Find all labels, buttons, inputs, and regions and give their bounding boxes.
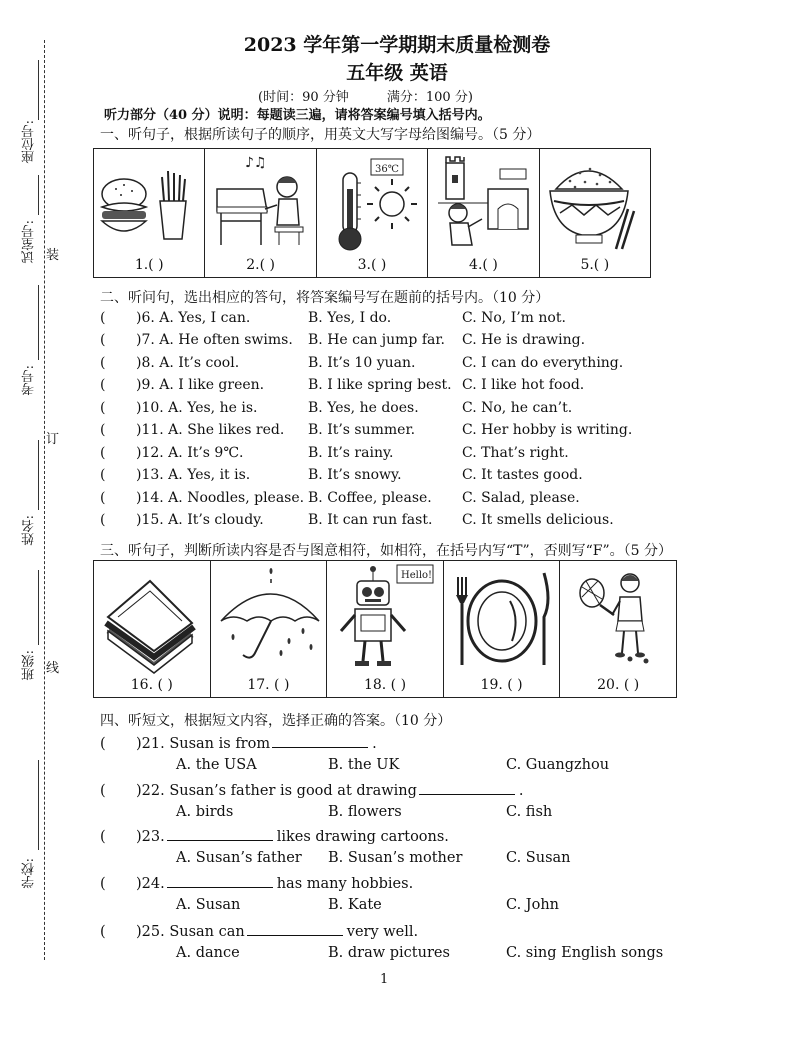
exam-time: (时间：90 分钟 [258,90,349,105]
answer-bracket[interactable]: ( [100,490,106,506]
part3-item-16[interactable]: 16. ( ) [130,677,173,693]
option-c: C. He is drawing. [462,332,586,348]
answer-bracket[interactable]: ( [100,377,106,393]
answer-bracket[interactable]: ( [100,829,106,845]
part1-cell-2 [205,149,316,277]
option-a: )7. A. He often swims. [136,332,293,348]
option-c: C. I like hot food. [462,377,585,393]
option-b: B. Yes, he does. [308,400,419,416]
option-c: C. No, he can’t. [462,400,573,416]
question-text: )21. Susan is from [136,736,271,752]
question-text: )23. [136,829,165,845]
part2-heading: 二、听问句，选出相应的答句，将答案编号写在题前的括号内。（10 分） [100,290,550,306]
part3-item-19[interactable]: 19. ( ) [480,677,523,693]
part1-cell-5 [540,149,650,277]
fill-blank[interactable] [167,874,273,888]
part3-item-18[interactable]: 18. ( ) [363,677,407,693]
room-line [38,175,39,215]
fill-blank[interactable] [419,781,515,795]
answer-bracket[interactable]: ( [100,467,106,483]
thermometer-reading: 36℃ [374,164,399,175]
exam-title: 2023 学年第一学期期末质量检测卷 [243,34,551,56]
answer-bracket[interactable]: ( [100,783,106,799]
question-text-end: has many hobbies. [276,876,414,892]
part1-heading: 一、听句子，根据所读句子的顺序，用英文大写字母给图编号。（5 分） [100,127,541,143]
option-a: )8. A. It’s cool. [136,355,240,371]
option-c: C. No, I’m not. [462,310,566,326]
seat-label: 座位号: [22,120,37,164]
fill-blank[interactable] [247,922,343,936]
svg-text:♪♫: ♪♫ [245,155,267,171]
part3-picture-strip [93,560,677,698]
answer-bracket[interactable]: ( [100,876,106,892]
option-a: A. dance [176,945,240,961]
answer-bracket[interactable]: ( [100,422,106,438]
question-text-end: likes drawing cartoons. [276,829,449,845]
answer-bracket[interactable]: ( [100,310,106,326]
question-text: )22. Susan’s father is good at drawing [136,783,417,799]
exam-no-label: 考号: [22,365,37,396]
answer-bracket[interactable]: ( [100,355,106,371]
option-b: B. It’s 10 yuan. [308,355,416,371]
option-c: C. I can do everything. [462,355,624,371]
fill-blank[interactable] [272,734,368,748]
option-a: )11. A. She likes red. [136,422,285,438]
room-label: 试室号: [22,220,37,264]
answer-bracket[interactable]: ( [100,736,106,752]
answer-bracket[interactable]: ( [100,924,106,940]
option-b: B. I like spring best. [308,377,452,393]
option-c: C. That’s right. [462,445,569,461]
option-b: B. It can run fast. [308,512,433,528]
option-b: B. Susan’s mother [328,850,463,866]
answer-bracket[interactable]: ( [100,512,106,528]
page-number: 1 [380,972,389,987]
option-b: B. flowers [328,804,402,820]
binding-char-xian: 线 [46,661,60,676]
option-a: )14. A. Noodles, please. [136,490,305,506]
part1-item-5[interactable]: 5.( ) [580,257,610,273]
binding-char-ding: 订 [46,432,60,447]
class-label: 班级: [22,650,37,681]
part4-question [100,922,418,940]
option-c: C. Guangzhou [506,757,610,773]
exam-no-line [38,285,39,360]
question-text-end: . [518,783,524,799]
exam-meta [258,86,507,105]
exam-score: 满分：100 分) [386,90,473,105]
option-b: B. Kate [328,897,382,913]
name-label: 姓名: [22,515,37,546]
part4-question [100,827,449,845]
part1-cell-4 [428,149,539,277]
part4-question [100,874,413,892]
part1-item-3[interactable]: 3.( ) [357,257,387,273]
question-text-end: . [372,736,377,752]
exam-subtitle: 五年级 英语 [346,62,448,84]
option-b: B. Yes, I do. [308,310,392,326]
option-c: C. Susan [506,850,571,866]
option-b: B. It’s summer. [308,422,416,438]
fill-blank[interactable] [167,827,273,841]
answer-bracket[interactable]: ( [100,332,106,348]
part1-item-4[interactable]: 4.( ) [469,257,498,273]
school-label: 学校: [22,858,37,889]
part1-item-1[interactable]: 1.( ) [134,257,164,273]
robot-speech: Hello! [401,570,433,581]
option-b: B. Coffee, please. [308,490,432,506]
part1-cell-3 [317,149,428,277]
option-b: B. the UK [328,757,400,773]
option-b: B. It’s rainy. [308,445,394,461]
part4-question [100,781,524,799]
name-line [38,440,39,510]
option-a: )10. A. Yes, he is. [136,400,258,416]
option-c: C. fish [506,804,553,820]
option-a: )9. A. I like green. [136,377,265,393]
part1-item-2[interactable]: 2.( ) [246,257,275,273]
option-a: )12. A. It’s 9℃. [136,445,244,461]
option-a: )6. A. Yes, I can. [136,310,251,326]
option-c: C. John [506,897,560,913]
part1-picture-strip [93,148,651,278]
option-a: A. the USA [176,757,257,773]
part3-cell-16 [94,561,211,697]
part3-item-20[interactable]: 20. ( ) [597,677,640,693]
answer-bracket[interactable]: ( [100,400,106,416]
part4-question [100,734,377,752]
part3-item-17[interactable]: 17. ( ) [247,677,290,693]
question-text: )25. Susan can [136,924,245,940]
option-a: )15. A. It’s cloudy. [136,512,264,528]
option-c: C. It smells delicious. [462,512,614,528]
option-a: A. birds [176,804,234,820]
part1-cell-1 [94,149,205,277]
part3-cell-17 [211,561,328,697]
option-c: C. Her hobby is writing. [462,422,633,438]
question-text: )24. [136,876,165,892]
option-a: A. Susan’s father [176,850,302,866]
part3-cell-20 [560,561,676,697]
option-b: B. It’s snowy. [308,467,402,483]
part4-heading: 四、听短文，根据短文内容，选择正确的答案。（10 分） [100,713,452,729]
listening-note: 听力部分（40 分）说明：每题读三遍，请将答案编号填入括号内。 [104,108,491,123]
school-line [38,760,39,850]
option-a: A. Susan [176,897,241,913]
binding-dashed-line [44,40,45,960]
option-b: B. He can jump far. [308,332,445,348]
answer-bracket[interactable]: ( [100,445,106,461]
option-a: )13. A. Yes, it is. [136,467,251,483]
part3-cell-19 [444,561,561,697]
option-c: C. sing English songs [506,945,664,961]
binding-char-zhuang: 装 [46,248,60,263]
part3-heading: 三、听句子，判断所读内容是否与图意相符，如相符，在括号内写“T”，否则写“F”。（5 分） [100,543,673,559]
option-b: B. draw pictures [328,945,450,961]
question-text-end: very well. [346,924,419,940]
part3-cell-18 [327,561,444,697]
option-c: C. It tastes good. [462,467,583,483]
option-c: C. Salad, please. [462,490,580,506]
class-line [38,570,39,645]
